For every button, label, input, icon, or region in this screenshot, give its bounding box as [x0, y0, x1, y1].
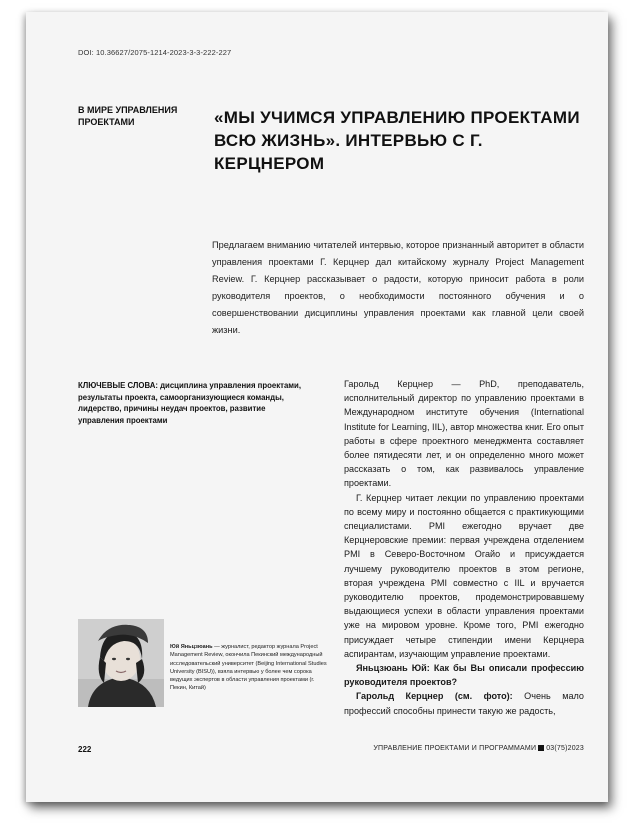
- journal-issue: 03(75)2023: [546, 745, 584, 752]
- journal-page: [26, 12, 608, 802]
- answer: [344, 689, 584, 717]
- author-bio: — журналист, редактор журнала Project Management Review, окончила Пекинский международный исследовательский университет (Beijing International Studies University (BISU)), взяла интервью у более чем сорока ведущих экспертов в области управления проектами (г. Пекин, Китай): [170, 644, 327, 692]
- journal-footer: [373, 745, 584, 752]
- article-body: [344, 377, 584, 718]
- answer-speaker: Гарольд Керцнер (см. фото):: [356, 691, 513, 702]
- square-separator-icon: [538, 745, 544, 751]
- keywords-label: КЛЮЧЕВЫЕ СЛОВА:: [78, 381, 158, 390]
- keywords: [78, 380, 313, 426]
- question-text: Как бы Вы описали профессию руководителя проектов?: [344, 663, 584, 688]
- keywords-text: дисциплина управления проектами, результаты проекта, самоорганизующиеся команды, лидерство, причины неудач проектов, развитие управления проектами: [78, 381, 302, 425]
- author-name: Юй Яньцзюань: [170, 644, 213, 650]
- author-portrait-image: [78, 619, 164, 707]
- body-paragraph-2: Г. Керцнер читает лекции по управлению проектами по всему миру и постоянно общается с практикующими специалистами. PMI ежегодно вручает две Керцнеровские премии: первая учреждена отделением PMI в Северо-Восточном Огайо и присуждается лучшему руководителю проектов в этом регионе, вторая учреждена PMI совместно с IIL и вручается руководителю проектов, продемонстрировавшему выдающиеся успехи в области управления проектами уже на мировом уровне. Кроме того, PMI ежегодно присуждает четыре стипендии имени Керцнера аспирантам, изучающим управление проектами.: [344, 492, 584, 659]
- question-speaker: Яньцзюань Юй:: [356, 663, 430, 674]
- page-number: 222: [78, 745, 92, 754]
- body-paragraph-1: Гарольд Керцнер — PhD, преподаватель, исполнительный директор по управлению проектами в Международном институте обучения (International Institute for Learning, IIL), автор множества книг. Его опыт работы в сфере проектного менеджмента составляет более пятидесяти лет, и он определенно много может рассказать о том, как развивалось управление проектами.: [344, 379, 584, 489]
- question: [344, 661, 584, 689]
- section-label: В МИРЕ УПРАВЛЕНИЯ ПРОЕКТАМИ: [78, 105, 178, 127]
- article-title: «МЫ УЧИМСЯ УПРАВЛЕНИЮ ПРОЕКТАМИ ВСЮ ЖИЗНЬ». ИНТЕРВЬЮ С Г. КЕРЦНЕРОМ: [214, 108, 580, 173]
- answer-text: Очень мало профессий способны принести такую же радость,: [344, 691, 584, 716]
- lead-abstract: Предлагаем вниманию читателей интервью, которое признанный авторитет в области управления проектами Г. Керцнер дал китайскому журналу Project Management Review. Г. Керцнер рассказывает о радости, которую приносит работа в роли руководителя проектов, о необходимости постоянного обучения и о совершенствовании дисциплины управления проектами как главной цели своей жизни.: [212, 240, 584, 335]
- author-photo: [78, 619, 164, 707]
- author-caption: [170, 643, 332, 693]
- journal-name: УПРАВЛЕНИЕ ПРОЕКТАМИ И ПРОГРАММАМИ: [373, 745, 537, 752]
- doi: DOI: 10.36627/2075-1214-2023-3-3-222-227: [78, 48, 232, 57]
